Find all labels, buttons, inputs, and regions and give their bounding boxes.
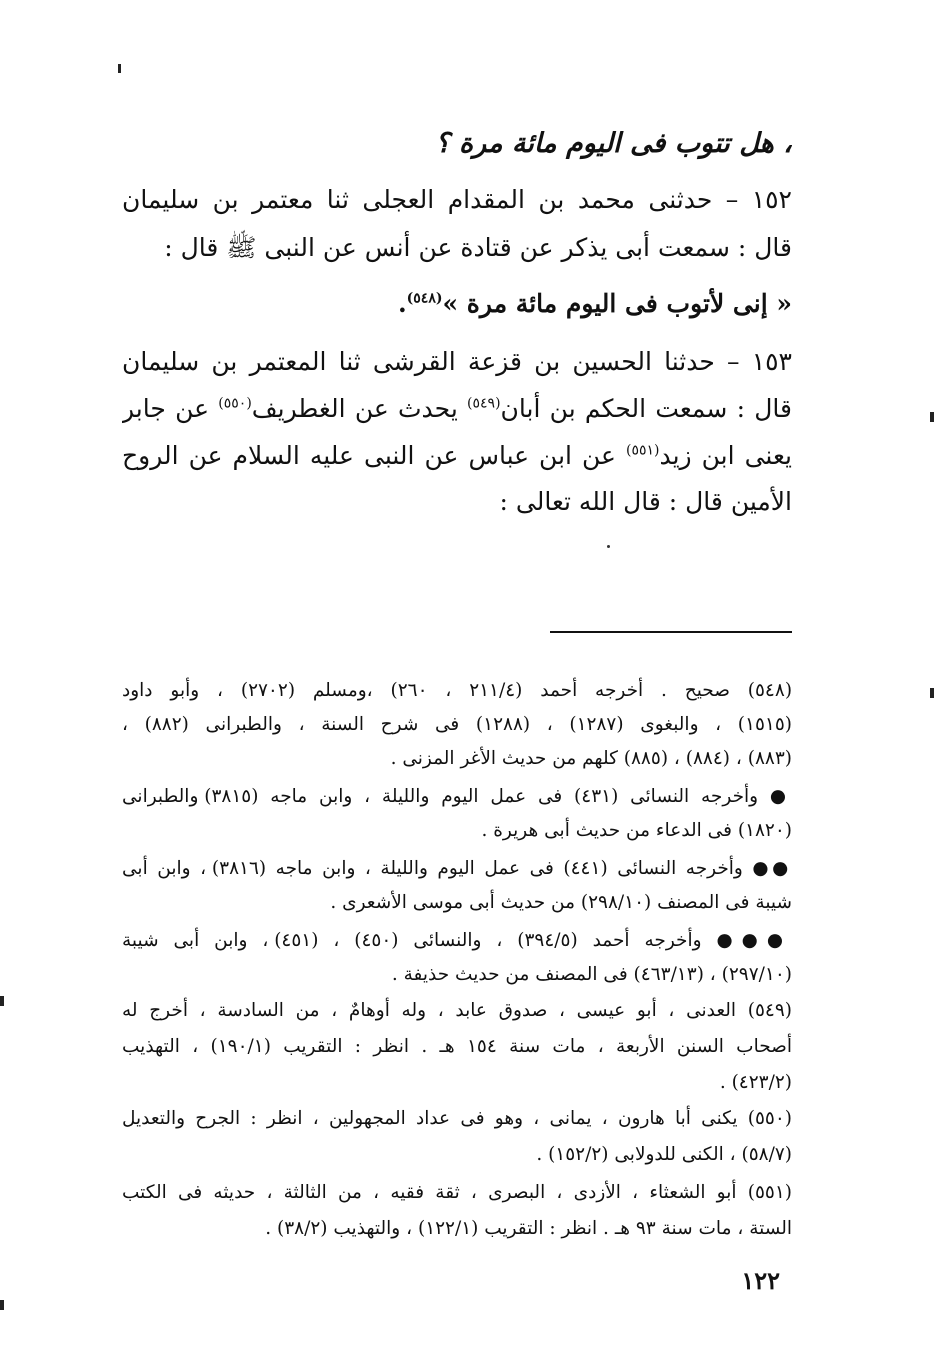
hadith-153-text-c: عن جابر: [122, 394, 219, 423]
scan-speck: [118, 64, 121, 73]
footnote-line: (٥٨/٧) ، الكنى للدولابى (١٥٢/٢) .: [536, 1144, 792, 1165]
hadith-153-line-4: الأمين قال : قال الله تعالى :: [499, 487, 792, 516]
footnote-line: الستة ، مات سنة ٩٣ هـ . انظر : التقريب (١٢٢/١) ، والتهذيب (٣٨/٢) .: [265, 1218, 792, 1239]
footnote-line: أصحاب السنن الأربعة ، مات سنة ١٥٤ هـ . انظر : التقريب (١٩٠/١) ، التهذيب: [122, 1036, 792, 1057]
footnote-line: ●●● وأخرجه أحمد (٣٩٤/٥) ، والنسائى (٤٥٠) ، (٤٥١) ، وابن أبى شيبة: [122, 930, 792, 951]
quote-period: .: [397, 289, 407, 318]
scan-margin-mark: [930, 688, 934, 698]
footnote-line: (١٨٢٠) فى الدعاء من حديث أبى هريرة .: [481, 820, 792, 841]
footnote-line: (٥٥١) أبو الشعثاء ، الأزدى ، البصرى ، ثقة فقيه ، من الثالثة ، حديثه فى الكتب: [122, 1182, 792, 1203]
footnote-line: (٨٨٣) ، (٨٨٤) ، (٨٨٥) كلهم من حديث الأغر المزنى .: [390, 748, 792, 769]
hadith-152-line-1: ١٥٢ – حدثنى محمد بن المقدام العجلى ثنا معتمر بن سليمان: [122, 185, 792, 214]
hadith-153-text-e: عن ابن عباس عن النبى عليه السلام عن الروح: [122, 441, 626, 470]
footnote-line: (٥٥٠) يكنى أبا هارون ، يمانى ، وهو فى عداد المجهولين ، انظر : الجرح والتعديل: [122, 1108, 792, 1129]
hadith-153-text-a: قال : سمعت الحكم بن أبان: [500, 394, 792, 423]
quote-text: « إنى لأتوب فى اليوم مائة مرة »: [442, 289, 792, 318]
scan-margin-mark: [0, 1300, 4, 1310]
hadith-152-quote: [340, 284, 792, 324]
hadith-153-text-d: يعنى ابن زيد: [659, 441, 792, 470]
footnote-ref-549: (٥٤٩): [467, 395, 501, 412]
footnote-line: ● وأخرجه النسائى (٤٣١) فى عمل اليوم والليلة ، وابن ماجه (٣٨١٥) والطبرانى: [122, 786, 792, 807]
hadith-153-text-b: يحدث عن الغطريف: [251, 394, 468, 423]
hadith-152-line-2: قال : سمعت أبى يذكر عن قتادة عن أنس عن النبى ﷺ قال :: [164, 233, 792, 262]
hadith-153-line-2: [122, 389, 792, 429]
hadith-153-line-3: [122, 436, 792, 476]
footnote-ref-548: (٥٤٨): [406, 290, 443, 307]
scan-margin-mark: [0, 996, 4, 1006]
scan-speck: [607, 545, 610, 548]
section-heading: ، هل تتوب فى اليوم مائة مرة ؟: [435, 128, 792, 159]
footnote-line: ●● وأخرجه النسائى (٤٤١) فى عمل اليوم والليلة ، وابن ماجه (٣٨١٦) ، وابن أبى: [122, 858, 792, 879]
footnote-line: (٢٩٧/١٠) ، (٤٦٣/١٣) فى المصنف من حديث حذيفة .: [391, 964, 792, 985]
footnote-ref-550: (٥٥٠): [218, 395, 252, 412]
footnote-line: (١٥١٥) ، والبغوى (١٢٨٧) ، (١٢٨٨) فى شرح السنة ، والطبرانى (٨٨٢) ،: [122, 714, 792, 735]
footnote-line: (٥٤٨) صحيح . أخرجه أحمد (٢١١/٤ ، ٢٦٠) ،ومسلم (٢٧٠٢) ، وأبو داود: [122, 680, 792, 701]
footnote-line: (٤٢٣/٢) .: [719, 1072, 792, 1093]
page-number: ١٢٢: [741, 1266, 780, 1295]
footnote-line: (٥٤٩) العدنى ، أبو عيسى ، صدوق عابد ، وله أوهامٌ ، من السادسة ، أخرج له: [122, 1000, 792, 1021]
footnote-separator: [550, 631, 792, 633]
hadith-153-line-1: ١٥٣ – حدثنا الحسين بن قزعة القرشى ثنا المعتمر بن سليمان: [122, 347, 792, 376]
footnote-line: شيبة فى المصنف (٢٩٨/١٠) من حديث أبى موسى الأشعرى .: [330, 892, 792, 913]
scan-margin-mark: [930, 412, 934, 422]
footnote-ref-551: (٥٥١): [625, 442, 660, 459]
